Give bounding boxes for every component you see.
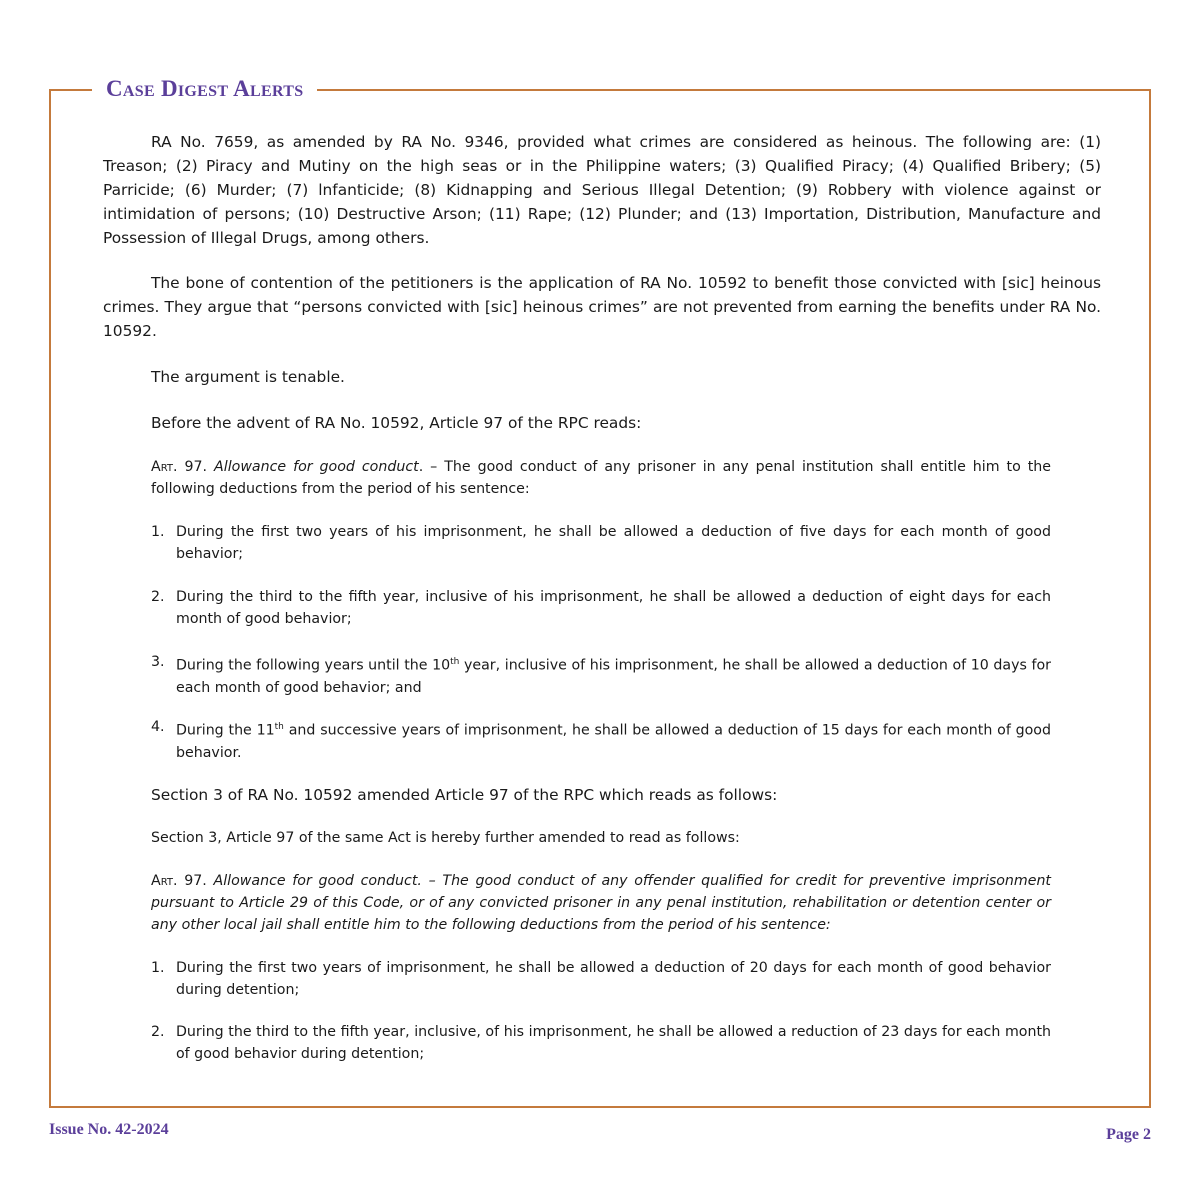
list-number: 1.: [151, 960, 165, 976]
list-number: 3.: [151, 654, 165, 670]
new-article-label: Art. 97.: [151, 873, 207, 889]
list-text: During the first two years of imprisonment, he shall be allowed a deduction of 20 days for each month of good behavior during detention;: [176, 960, 1051, 998]
list-item: [151, 716, 1051, 764]
list-text: During the third to the fifth year, inclusive of his imprisonment, he shall be allowed a deduction of eight days for each month of good behavior;: [176, 589, 1051, 627]
paragraph-tenable: The argument is tenable.: [151, 368, 345, 386]
paragraph-section-3: Section 3 of RA No. 10592 amended Article 97 of the RPC which reads as follows:: [151, 786, 778, 804]
new-article-text: . – The good conduct of any offender qualified for credit for preventive imprisonment pursuant to Article 29 of this Code, or of any convicted prisoner in any penal institution, rehabilitation or detention center or any other local jail shall entitle him to the following deductions from the period of his sentence:: [151, 873, 1051, 933]
list-number: 1.: [151, 524, 165, 540]
paragraph-contention: The bone of contention of the petitioners is the application of RA No. 10592 to benefit those convicted with [sic] heinous crimes. They argue that “persons convicted with [sic] heinous crimes” are not prevented from earning the benefits under RA No. 10592.: [103, 274, 1101, 340]
list-item: [151, 1021, 1051, 1065]
list-item: [151, 521, 1051, 565]
paragraph-heinous-crimes: RA No. 7659, as amended by RA No. 9346, provided what crimes are considered as heinous. The following are: (1) Treason; (2) Piracy and Mutiny on the high seas or in the Philippine waters; (3) Qualified Piracy; (4) Qualified Bribery; (5) Parricide; (6) Murder; (7) lnfanticide; (8) Kidnapping and Serious Illegal Detention; (9) Robbery with violence against or intimidation of persons; (10) Destructive Arson; (11) Rape; (12) Plunder; and (13) Importation, Distribution, Manufacture and Possession of Illegal Drugs, among others.: [103, 133, 1101, 247]
list-number: 2.: [151, 589, 165, 605]
section-title: Case Digest Alerts: [92, 74, 317, 104]
new-article-97: [151, 870, 1051, 936]
list-text: During the 11th and successive years of imprisonment, he shall be allowed a deduction of 15 days for each month of good behavior.: [176, 722, 1051, 761]
old-article-title: Allowance for good conduct: [214, 459, 419, 475]
list-item: [151, 586, 1051, 630]
list-item: [151, 651, 1051, 699]
list-item: [151, 957, 1051, 1001]
list-text: During the first two years of his imprisonment, he shall be allowed a deduction of five days for each month of good behavior;: [176, 524, 1051, 562]
list-text: During the following years until the 10th year, inclusive of his imprisonment, he shall be allowed a deduction of 10 days for each month of good behavior; and: [176, 657, 1051, 696]
old-article-text: . – The good conduct of any prisoner in any penal institution shall entitle him to the following deductions from the period of his sentence:: [151, 459, 1052, 497]
issue-number: Issue No. 42-2024: [49, 1121, 169, 1138]
paragraph-section-3-amend: Section 3, Article 97 of the same Act is hereby further amended to read as follows:: [151, 830, 740, 846]
old-article-label: Art. 97.: [151, 459, 208, 475]
list-number: 2.: [151, 1024, 165, 1040]
page-number: Page 2: [1106, 1126, 1151, 1143]
new-article-title: Allowance for good conduct: [213, 873, 418, 889]
list-text: During the third to the fifth year, inclusive, of his imprisonment, he shall be allowed a reduction of 23 days for each month of good behavior during detention;: [176, 1024, 1051, 1062]
paragraph-before-advent: Before the advent of RA No. 10592, Article 97 of the RPC reads:: [151, 414, 642, 432]
list-number: 4.: [151, 719, 165, 735]
old-article-97: [151, 456, 1051, 500]
